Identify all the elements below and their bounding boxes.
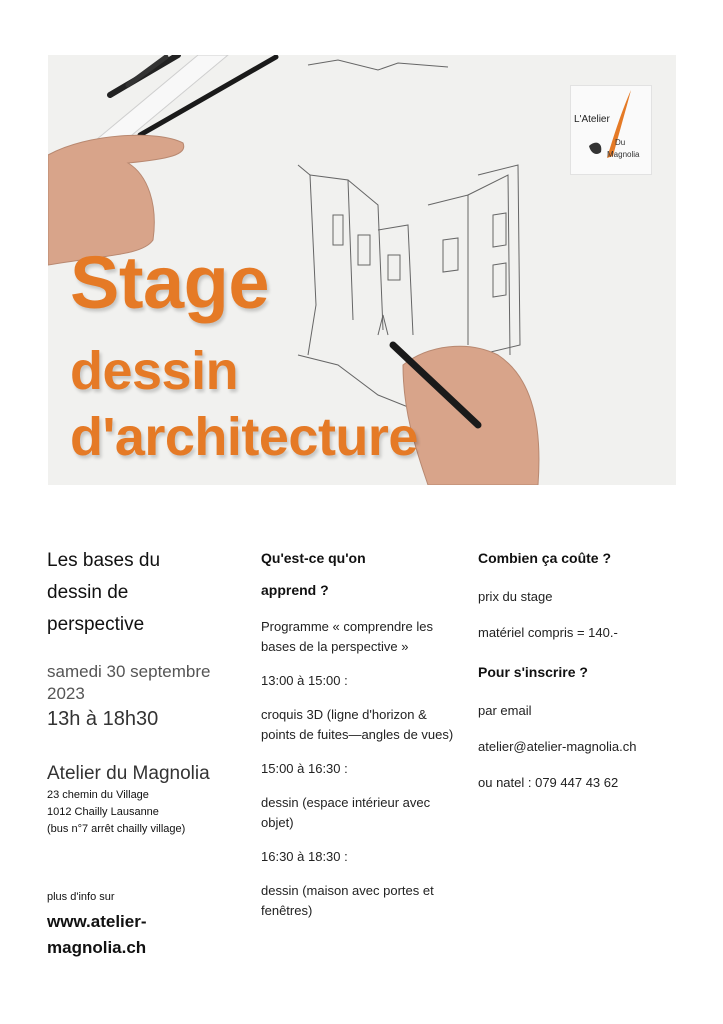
program-heading-line2: apprend ? (261, 582, 329, 598)
subtitle-line2: dessin de (47, 582, 129, 603)
slot1-time: 13:00 à 15:00 : (261, 673, 348, 688)
program-description: Programme « comprendre les bases de la perspective » (261, 619, 433, 654)
email-address[interactable]: atelier@atelier-magnolia.ch (478, 739, 637, 754)
venue-name: Atelier du Magnolia (47, 763, 210, 784)
website-link[interactable] (47, 909, 247, 961)
event-date-line2: 2023 (47, 684, 85, 703)
address-line2: 1012 Chailly Lausanne (47, 806, 159, 818)
event-date (47, 661, 247, 705)
program-heading-line1: Qu'est-ce qu'on (261, 550, 366, 566)
email-label: par email (478, 703, 532, 718)
title-dessin: dessin (70, 341, 239, 401)
logo-text-line3: Magnolia (607, 150, 640, 159)
atelier-logo (570, 85, 652, 175)
phone-number[interactable]: ou natel : 079 447 43 62 (478, 775, 619, 790)
address-line3: (bus n°7 arrêt chailly village) (47, 823, 186, 835)
magnolia-logo-icon (571, 86, 651, 174)
middle-column (261, 545, 461, 921)
event-time: 13h à 18h30 (47, 708, 159, 730)
slot2-time: 15:00 à 16:30 : (261, 761, 348, 776)
hero-photo (48, 55, 676, 485)
info-label: plus d'info sur (47, 891, 115, 903)
slot3-time: 16:30 à 18:30 : (261, 849, 348, 864)
subtitle-line3: perspective (47, 614, 145, 635)
address-line1: 23 chemin du Village (47, 789, 149, 801)
logo-text-line1: L'Atelier (574, 114, 610, 125)
cost-heading: Combien ça coûte ? (478, 550, 612, 566)
website-line2[interactable]: magnolia.ch (47, 938, 147, 957)
title-stage: Stage (70, 241, 270, 324)
website-line1[interactable]: www.atelier- (47, 912, 147, 931)
logo-text-line2: Du (615, 138, 626, 147)
price-label: prix du stage (478, 589, 553, 604)
slot1-description: croquis 3D (ligne d'horizon & points de fuites—angles de vues) (261, 707, 454, 742)
event-date-line1: samedi 30 septembre (47, 662, 211, 681)
right-column (478, 545, 698, 793)
price-value: matériel compris = 140.- (478, 625, 618, 640)
left-column (47, 545, 247, 961)
subtitle-line1: Les bases du (47, 550, 161, 571)
register-heading: Pour s'inscrire ? (478, 664, 588, 680)
slot2-description: dessin (espace intérieur avec objet) (261, 795, 431, 830)
title-architecture: d'architecture (70, 407, 418, 467)
slot3-description: dessin (maison avec portes et fenêtres) (261, 883, 434, 918)
